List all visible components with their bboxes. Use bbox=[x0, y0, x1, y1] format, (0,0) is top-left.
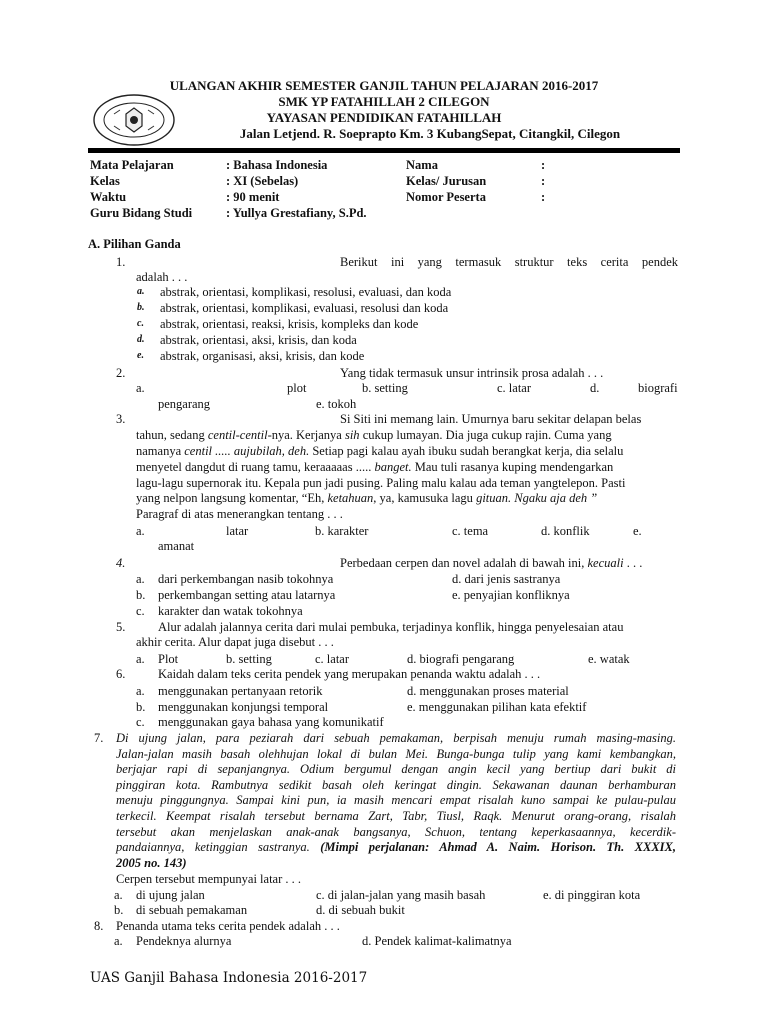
header-address: Jalan Letjend. R. Soeprapto Km. 3 KubangSepat, Citangkil, Cilegon bbox=[239, 126, 621, 141]
label-guru: Guru Bidang Studi bbox=[90, 206, 193, 220]
q6-letter-a: a. bbox=[136, 684, 145, 698]
q5-option-e[interactable]: e. watak bbox=[588, 652, 630, 666]
q3-letter-e: e. bbox=[633, 524, 642, 538]
label-nama: Nama bbox=[406, 158, 438, 172]
q3-option-d[interactable]: d. konflik bbox=[541, 524, 590, 538]
q7-line: Jalan-jalan masih basah olehhujan lokal di bulan Mei. Bunga-bunga tulip yang kami kembangkan, bbox=[116, 746, 676, 761]
q4-letter-a: a. bbox=[136, 572, 145, 586]
page-footer: UAS Ganjil Bahasa Indonesia 2016-2017 bbox=[90, 970, 368, 986]
q2-option-b[interactable]: b. setting bbox=[362, 381, 408, 395]
value-kelas: : XI (Sebelas) bbox=[226, 174, 299, 188]
q1-letter-e: e. bbox=[137, 350, 144, 361]
q7-option-a[interactable]: di ujung jalan bbox=[136, 888, 205, 902]
header-title: ULANGAN AKHIR SEMESTER GANJIL TAHUN PELAJARAN 2016-2017 bbox=[169, 78, 599, 93]
q4-option-d[interactable]: d. dari jenis sastranya bbox=[452, 572, 561, 586]
q1-option-e[interactable]: abstrak, organisasi, aksi, krisis, dan kode bbox=[160, 349, 365, 363]
q3-option-c[interactable]: c. tema bbox=[452, 524, 489, 538]
q1-letter-c: c. bbox=[137, 318, 144, 329]
q3-line-1: Si Siti ini memang lain. Umurnya baru sekitar delapan belas bbox=[340, 412, 642, 426]
q3-option-b[interactable]: b. karakter bbox=[315, 524, 369, 538]
q7-option-d[interactable]: d. di sebuah bukit bbox=[316, 903, 405, 917]
q2-option-d[interactable]: biografi bbox=[638, 381, 678, 395]
header-school: SMK YP FATAHILLAH 2 CILEGON bbox=[278, 94, 490, 109]
colon-nama: : bbox=[541, 158, 546, 172]
q7-line: menuju pinggungnya. Sampai kini pun, ia masih mencari empat risalah kuno sampai ke pulau-pulau bbox=[116, 793, 676, 808]
q5-option-c[interactable]: c. latar bbox=[315, 652, 350, 666]
q7-line: pinggiran kota. Rambutnya sedikit basah oleh keringat dingin. Sekawanan daunan berhamburan bbox=[116, 777, 676, 792]
q4-option-e[interactable]: e. penyajian konfliknya bbox=[452, 588, 570, 602]
header-divider bbox=[88, 148, 680, 153]
q2-letter-a: a. bbox=[136, 381, 145, 395]
q6-letter-b: b. bbox=[136, 700, 146, 714]
q3-letter-a: a. bbox=[136, 524, 145, 538]
q7-line: Di ujung jalan, para peziarah dari sebuah pemakaman, berpisah menuju rumah masing-masing. bbox=[116, 731, 676, 745]
q5-option-a[interactable]: Plot bbox=[158, 652, 179, 666]
q4-letter-c: c. bbox=[136, 604, 145, 618]
q8-number: 8. bbox=[94, 919, 104, 933]
colon-jurusan: : bbox=[541, 174, 546, 188]
q4-text: Perbedaan cerpen dan novel adalah di bawah ini, kecuali . . . bbox=[340, 556, 643, 570]
q1-letter-d: d. bbox=[137, 334, 145, 345]
q3-line-6: yang nelpon langsung komentar, “Eh, ketahuan, ya, kamusuka lagu gituan. Ngaku aja deh ” bbox=[136, 491, 598, 505]
q7-source-cont: 2005 no. 143) bbox=[116, 856, 187, 870]
label-mata-pelajaran: Mata Pelajaran bbox=[90, 158, 174, 172]
q6-option-c[interactable]: menggunakan gaya bahasa yang komunikatif bbox=[158, 715, 384, 729]
label-waktu: Waktu bbox=[90, 190, 127, 204]
q3-option-a[interactable]: latar bbox=[226, 524, 249, 538]
q7-letter-a: a. bbox=[114, 888, 123, 902]
q2-letter-d: d. bbox=[590, 381, 600, 395]
q8-letter-a: a. bbox=[114, 934, 123, 948]
q4-number: 4. bbox=[116, 556, 126, 570]
q8-option-a[interactable]: Pendeknya alurnya bbox=[136, 934, 232, 948]
colon-nomor-peserta: : bbox=[541, 190, 546, 204]
q1-letter-b: b. bbox=[137, 302, 145, 313]
q2-option-a[interactable]: plot bbox=[287, 381, 307, 395]
q1-letter-a: a. bbox=[137, 286, 145, 297]
q1-text-cont: adalah . . . bbox=[136, 270, 188, 284]
value-waktu: : 90 menit bbox=[226, 190, 280, 204]
q7-option-c[interactable]: c. di jalan-jalan yang masih basah bbox=[316, 888, 486, 902]
q6-number: 6. bbox=[116, 667, 126, 681]
q5-letter-a: a. bbox=[136, 652, 145, 666]
value-guru: : Yullya Grestafiany, S.Pd. bbox=[226, 206, 367, 220]
q6-option-b[interactable]: menggunakan konjungsi temporal bbox=[158, 700, 329, 714]
q8-text: Penanda utama teks cerita pendek adalah . . . bbox=[116, 919, 340, 933]
q7-passage bbox=[116, 731, 676, 856]
q6-option-a[interactable]: menggunakan pertanyaan retorik bbox=[158, 684, 323, 698]
q5-option-d[interactable]: d. biografi pengarang bbox=[407, 652, 515, 666]
q6-option-e[interactable]: e. menggunakan pilihan kata efektif bbox=[407, 700, 587, 714]
q4-option-c[interactable]: karakter dan watak tokohnya bbox=[158, 604, 303, 618]
q4-option-a[interactable]: dari perkembangan nasib tokohnya bbox=[158, 572, 334, 586]
q7-question: Cerpen tersebut mempunyai latar . . . bbox=[116, 872, 302, 886]
q2-option-d-cont: pengarang bbox=[158, 397, 211, 411]
q4-option-b[interactable]: perkembangan setting atau latarnya bbox=[158, 588, 336, 602]
q5-line-2: akhir cerita. Alur dapat juga disebut . . . bbox=[136, 635, 334, 649]
q7-letter-b: b. bbox=[114, 903, 124, 917]
q1-number: 1. bbox=[116, 255, 126, 269]
q7-line: tersebut akan menjelaskan anak-anak bangsanya, Schuon, tentang keperkasaannya, kecerdik- bbox=[116, 824, 676, 839]
q7-line: pandaiannya, ketinggian sastranya. (Mimpi perjalanan: Ahmad A. Naim. Horison. Th. XXXIX, bbox=[116, 840, 676, 855]
label-jurusan: Kelas/ Jurusan bbox=[406, 174, 487, 188]
q1-option-b[interactable]: abstrak, orientasi, komplikasi, evaluasi, resolusi dan koda bbox=[160, 301, 449, 315]
q1-option-c[interactable]: abstrak, orientasi, reaksi, krisis, kompleks dan kode bbox=[160, 317, 419, 331]
q7-option-e[interactable]: e. di pinggiran kota bbox=[543, 888, 641, 902]
q3-question: Paragraf di atas menerangkan tentang . . . bbox=[136, 507, 343, 521]
q6-option-d[interactable]: d. menggunakan proses material bbox=[407, 684, 569, 698]
q5-line-1: Alur adalah jalannya cerita dari mulai pembuka, terjadinya konflik, hingga penyelesaian atau bbox=[158, 620, 624, 634]
q1-text: Berikut ini yang termasuk struktur teks cerita pendek bbox=[340, 255, 678, 269]
header-foundation: YAYASAN PENDIDIKAN FATAHILLAH bbox=[266, 110, 502, 125]
q2-option-e[interactable]: e. tokoh bbox=[316, 397, 357, 411]
q5-option-b[interactable]: b. setting bbox=[226, 652, 272, 666]
q2-text: Yang tidak termasuk unsur intrinsik prosa adalah . . . bbox=[340, 366, 604, 380]
q7-option-b[interactable]: di sebuah pemakaman bbox=[136, 903, 248, 917]
q3-line-4: menyetel dangdut di ruang tamu, keraaaaas ..... banget. Mau tuli rasanya kuping mendengarkan bbox=[136, 460, 614, 474]
label-kelas: Kelas bbox=[90, 174, 120, 188]
q3-option-e[interactable]: amanat bbox=[158, 539, 195, 553]
q4-letter-b: b. bbox=[136, 588, 146, 602]
q3-line-3: namanya centil ..... aujubilah, deh. Setiap pagi kalau ayah ibuku sudah berangkat kerja, dia selalu bbox=[136, 444, 624, 458]
q6-letter-c: c. bbox=[136, 715, 145, 729]
q5-number: 5. bbox=[116, 620, 126, 634]
q7-line: berjajar rapi di sepanjangnya. Odium bergumul dengan angin kecil yang bertiup dari bukit di bbox=[116, 762, 676, 777]
q3-line-5: lagu-lagu supernorak itu. Kepala pun jadi pusing. Paling malu kalau ada teman yangtelepon. Pasti bbox=[136, 476, 626, 490]
section-title: A. Pilihan Ganda bbox=[88, 237, 181, 251]
q2-option-c[interactable]: c. latar bbox=[497, 381, 532, 395]
q1-option-a[interactable]: abstrak, orientasi, komplikasi, resolusi, evaluasi, dan koda bbox=[160, 285, 452, 299]
value-mata-pelajaran: : Bahasa Indonesia bbox=[226, 158, 328, 172]
q8-option-d[interactable]: d. Pendek kalimat-kalimatnya bbox=[362, 934, 512, 948]
q6-text: Kaidah dalam teks cerita pendek yang merupakan penanda waktu adalah . . . bbox=[158, 667, 541, 681]
q3-number: 3. bbox=[116, 412, 126, 426]
label-nomor-peserta: Nomor Peserta bbox=[406, 190, 486, 204]
q1-option-d[interactable]: abstrak, orientasi, aksi, krisis, dan koda bbox=[160, 333, 357, 347]
q3-line-2: tahun, sedang centil-centil-nya. Kerjanya sih cukup lumayan. Dia juga cukup rajin. Cuma yang bbox=[136, 428, 612, 442]
q7-number: 7. bbox=[94, 731, 104, 745]
q2-number: 2. bbox=[116, 366, 126, 380]
q7-line: terkecil. Keempat risalah tersebut bernama Zart, Tabr, Tiusl, Raqk. Menurut orang-orang, risalah bbox=[116, 808, 676, 823]
